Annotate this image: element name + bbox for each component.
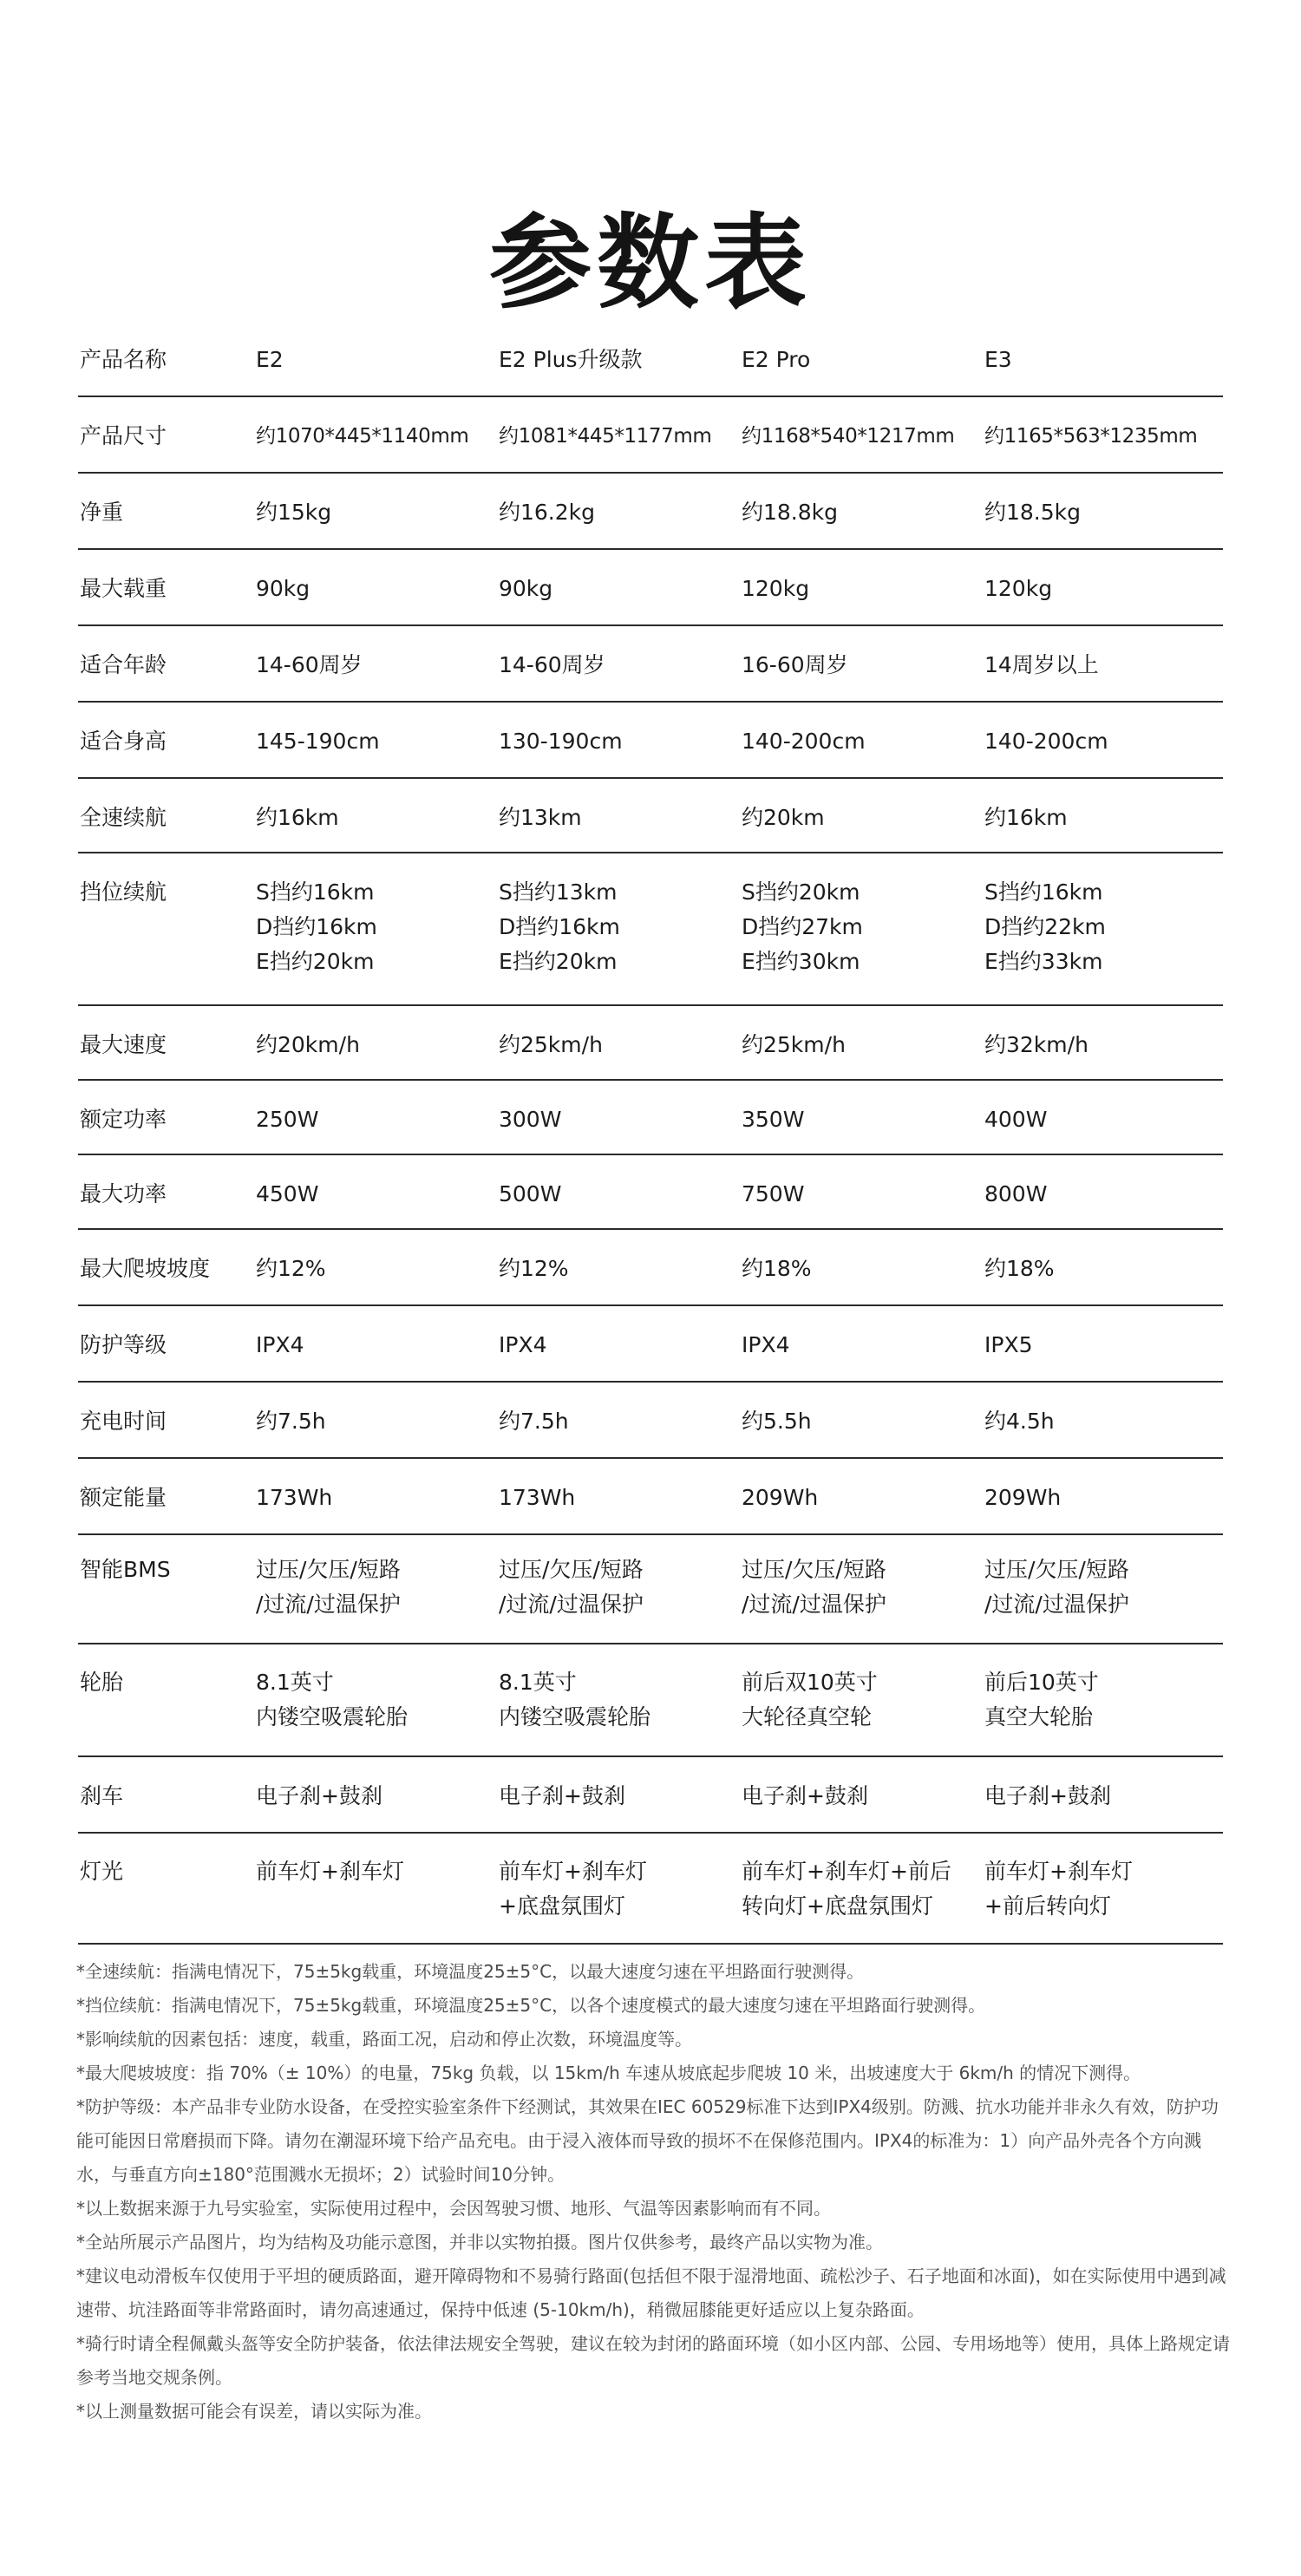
table-cell: 8.1英寸 内镂空吸震轮胎 (256, 1670, 409, 1729)
table-cell: 前后双10英寸 大轮径真空轮 (742, 1670, 878, 1729)
row-label: 产品尺寸 (80, 423, 167, 448)
table-cell: 约32km/h (984, 1032, 1089, 1057)
table-cell: 前车灯+刹车灯 +底盘氛围灯 (499, 1859, 647, 1919)
table-row (78, 1644, 1223, 1757)
row-label: 充电时间 (80, 1409, 167, 1434)
table-cell: 350W (742, 1107, 805, 1132)
table-cell: 约13km (499, 805, 582, 830)
table-cell: 90kg (256, 576, 311, 601)
table-cell: 173Wh (499, 1485, 576, 1510)
table-row (78, 1383, 1223, 1459)
table-cell: 约18% (742, 1256, 812, 1281)
spec-table (78, 323, 1223, 1945)
table-cell: 过压/欠压/短路 /过流/过温保护 (742, 1557, 886, 1617)
table-cell: 14-60周岁 (499, 652, 605, 677)
table-cell: 约20km/h (256, 1032, 360, 1057)
row-label: 额定功率 (80, 1107, 167, 1132)
table-header-row (78, 323, 1223, 397)
table-row (78, 1081, 1223, 1155)
table-row (78, 1757, 1223, 1834)
table-cell: 过压/欠压/短路 /过流/过温保护 (256, 1557, 401, 1617)
table-cell: 约16km (256, 805, 339, 830)
footnote: *建议电动滑板车仅使用于平坦的硬质路面，避开障碍物和不易骑行路面(包括但不限于湿滑地面、疏松沙子、石子地面和冰面)，如在实际使用中遇到减速带、坑洼路面等非常路面时，请勿高速通过，保持中低速 (5-10km/h)，稍微屈膝能更好适应以上复杂路面。 (76, 2265, 1226, 2320)
table-row (78, 779, 1223, 853)
table-cell: S挡约20km D挡约27km E挡约30km (742, 879, 863, 974)
row-label: 最大功率 (80, 1181, 167, 1206)
footnote: *防护等级：本产品非专业防水设备，在受控实验室条件下经测试，其效果在IEC 60529标准下达到IPX4级别。防溅、抗水功能并非永久有效，防护功能可能因日常磨损而下降。请勿在潮湿环境下给产品充电。由于浸入液体而导致的损坏不在保修范围内。IPX4的标准为：1）向产品外壳各个方向溅水，与垂直方向±180°范围溅水无损坏；2）试验时间10分钟。 (76, 2096, 1219, 2185)
table-row (78, 626, 1223, 703)
table-cell: 120kg (984, 576, 1053, 601)
table-cell: IPX4 (499, 1332, 547, 1357)
table-cell: 209Wh (742, 1485, 819, 1510)
table-cell: 173Wh (256, 1485, 333, 1510)
table-cell: 约5.5h (742, 1409, 812, 1434)
row-label: 额定能量 (80, 1485, 167, 1510)
table-cell: 电子刹+鼓刹 (984, 1783, 1111, 1808)
table-cell: 90kg (499, 576, 553, 601)
row-label: 全速续航 (80, 805, 167, 830)
page-title: 参数表 (488, 203, 812, 323)
table-cell: 约12% (499, 1256, 569, 1281)
table-cell: 电子刹+鼓刹 (742, 1783, 868, 1808)
footnote: *挡位续航：指满电情况下，75±5kg载重，环境温度25±5°C，以各个速度模式的最大速度匀速在平坦路面行驶测得。 (76, 1995, 986, 2016)
table-cell: 14-60周岁 (256, 652, 363, 677)
table-cell: 约16km (984, 805, 1068, 830)
table-cell: 120kg (742, 576, 810, 601)
table-cell: 约16.2kg (499, 500, 596, 525)
row-label: 智能BMS (80, 1557, 171, 1582)
row-label: 净重 (80, 500, 124, 525)
footnote: *以上数据来源于九号实验室，实际使用过程中，会因驾驶习惯、地形、气温等因素影响而有不同。 (76, 2198, 831, 2219)
footnote: *影响续航的因素包括：速度，载重，路面工况，启动和停止次数，环境温度等。 (76, 2029, 692, 2050)
table-cell: 130-190cm (499, 729, 623, 754)
table-cell: 约1168*540*1217mm (742, 425, 955, 448)
header-cell: E2 Plus升级款 (499, 347, 643, 372)
table-cell: 400W (984, 1107, 1048, 1132)
footnote: *最大爬坡坡度：指 70%（± 10%）的电量，75kg 负载，以 15km/h 车速从坡底起步爬坡 10 米，出坡速度大于 6km/h 的情况下测得。 (76, 2063, 1141, 2083)
row-label: 刹车 (80, 1783, 124, 1808)
header-cell: E2 (256, 347, 284, 372)
table-cell: 前后10英寸 真空大轮胎 (984, 1670, 1099, 1729)
table-row (78, 550, 1223, 626)
table-cell: 450W (256, 1181, 319, 1206)
table-cell: IPX4 (256, 1332, 304, 1357)
table-cell: 约18% (984, 1256, 1055, 1281)
table-cell: 约15kg (256, 500, 332, 525)
table-row (78, 1155, 1223, 1230)
table-cell: 约1081*445*1177mm (499, 425, 712, 448)
footnote: *全速续航：指满电情况下，75±5kg载重，环境温度25±5°C，以最大速度匀速在平坦路面行驶测得。 (76, 1961, 865, 1982)
row-label: 最大速度 (80, 1032, 167, 1057)
table-cell: IPX5 (984, 1332, 1033, 1357)
table-cell: 约7.5h (256, 1409, 326, 1434)
row-label: 挡位续航 (80, 879, 167, 905)
footnotes (76, 1955, 1230, 2429)
table-cell: 约20km (742, 805, 825, 830)
table-cell: 209Wh (984, 1485, 1062, 1510)
table-cell: IPX4 (742, 1332, 790, 1357)
table-cell: 约25km/h (499, 1032, 603, 1057)
table-cell: 电子刹+鼓刹 (256, 1783, 382, 1808)
footnote: *骑行时请全程佩戴头盔等安全防护装备，依法律法规安全驾驶，建议在较为封闭的路面环境（如小区内部、公园、专用场地等）使用，具体上路规定请参考当地交规条例。 (76, 2333, 1230, 2388)
header-cell: E2 Pro (742, 347, 811, 372)
header-cell: E3 (984, 347, 1012, 372)
table-cell: 750W (742, 1181, 805, 1206)
header-cell: 产品名称 (80, 347, 167, 372)
table-cell: 500W (499, 1181, 562, 1206)
footnote: *全站所展示产品图片，均为结构及功能示意图，并非以实物拍摄。图片仅供参考，最终产品以实物为准。 (76, 2232, 883, 2252)
table-row (78, 1834, 1223, 1945)
table-cell: 约18.5kg (984, 500, 1082, 525)
table-cell: 16-60周岁 (742, 652, 848, 677)
table-cell: S挡约13km D挡约16km E挡约20km (499, 879, 620, 974)
table-cell: S挡约16km D挡约16km E挡约20km (256, 879, 377, 974)
table-row (78, 1535, 1223, 1644)
table-row (78, 853, 1223, 1006)
table-cell: 前车灯+刹车灯+前后 转向灯+底盘氛围灯 (742, 1859, 951, 1919)
table-cell: 约4.5h (984, 1409, 1055, 1434)
table-cell: 300W (499, 1107, 562, 1132)
table-cell: 前车灯+刹车灯 +前后转向灯 (984, 1859, 1133, 1919)
row-label: 灯光 (80, 1859, 124, 1884)
row-label: 最大爬坡坡度 (80, 1256, 211, 1281)
table-row (78, 1306, 1223, 1383)
table-row (78, 1006, 1223, 1081)
table-cell: 约1070*445*1140mm (256, 425, 469, 448)
table-row (78, 1459, 1223, 1535)
table-cell: 约18.8kg (742, 500, 839, 525)
table-row (78, 1230, 1223, 1306)
table-row (78, 397, 1223, 474)
table-cell: 电子刹+鼓刹 (499, 1783, 625, 1808)
table-cell: 约1165*563*1235mm (984, 425, 1198, 448)
table-cell: 800W (984, 1181, 1048, 1206)
table-cell: 14周岁以上 (984, 652, 1099, 677)
table-cell: 过压/欠压/短路 /过流/过温保护 (499, 1557, 644, 1617)
row-label: 最大载重 (80, 576, 167, 601)
row-label: 防护等级 (80, 1332, 167, 1357)
table-row (78, 474, 1223, 550)
table-cell: 140-200cm (742, 729, 866, 754)
table-cell: 约25km/h (742, 1032, 846, 1057)
table-row (78, 703, 1223, 779)
table-cell: 140-200cm (984, 729, 1108, 754)
row-label: 轮胎 (80, 1670, 124, 1695)
table-cell: S挡约16km D挡约22km E挡约33km (984, 879, 1106, 974)
table-cell: 前车灯+刹车灯 (256, 1859, 404, 1884)
table-cell: 约7.5h (499, 1409, 569, 1434)
row-label: 适合身高 (80, 729, 167, 754)
table-cell: 过压/欠压/短路 /过流/过温保护 (984, 1557, 1129, 1617)
footnote: *以上测量数据可能会有误差，请以实际为准。 (76, 2401, 432, 2422)
table-cell: 8.1英寸 内镂空吸震轮胎 (499, 1670, 651, 1729)
table-cell: 145-190cm (256, 729, 380, 754)
row-label: 适合年龄 (80, 652, 167, 677)
table-cell: 约12% (256, 1256, 326, 1281)
table-cell: 250W (256, 1107, 319, 1132)
